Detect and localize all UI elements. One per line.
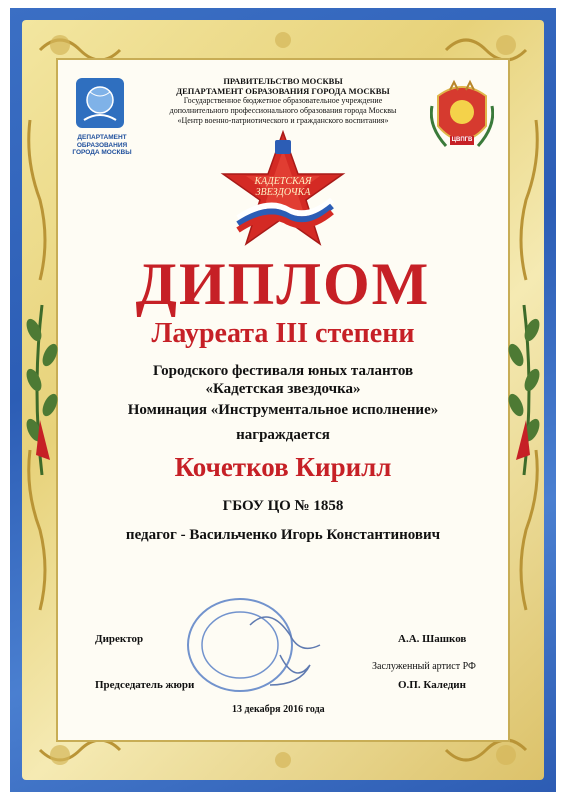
director-title: Директор — [95, 633, 144, 645]
laureate-degree: Лауреата III степени — [151, 318, 415, 349]
school-line: ГБОУ ЦО № 1858 — [222, 498, 344, 514]
teacher-line: педагог - Васильченко Игорь Константинович — [125, 527, 441, 543]
red-star-emblem — [220, 130, 346, 250]
award-date: 13 декабря 2016 года — [232, 704, 325, 715]
header-line-1: ПРАВИТЕЛЬСТВО МОСКВЫ — [223, 76, 343, 86]
logo-text-3: ГОРОДА МОСКВЫ — [72, 149, 132, 156]
festival-line-1: Городского фестиваля юных талантов — [152, 363, 414, 379]
jury-role: Заслуженный артист РФ — [372, 661, 476, 672]
header-line-2: ДЕПАРТАМЕНТ ОБРАЗОВАНИЯ ГОРОДА МОСКВЫ — [176, 86, 390, 96]
awarded-line: награждается — [236, 427, 330, 443]
recipient-name: Кочетков Кирилл — [174, 452, 392, 482]
star-text-2: ЗВЕЗДОЧКА — [255, 187, 311, 198]
page-title: ДИПЛОМ — [135, 251, 431, 317]
emblem-text: ЦВПГВ — [451, 137, 473, 143]
jury-name: О.П. Каледин — [398, 679, 466, 691]
stamp-seal-icon — [180, 585, 330, 695]
jury-title: Председатель жюри — [95, 679, 195, 691]
director-name: А.А. Шашков — [398, 633, 467, 645]
logo-text-1: ДЕПАРТАМЕНТ — [77, 134, 127, 141]
header-line-5: «Центр военно-патриотического и гражданского воспитания» — [177, 116, 389, 125]
logo-text-2: ОБРАЗОВАНИЯ — [76, 141, 128, 149]
header-line-4: дополнительного профессионального образования города Москвы — [169, 106, 397, 115]
star-text-1: КАДЕТСКАЯ — [254, 176, 312, 187]
header-line-3: Государственное бюджетное образовательное учреждение — [183, 96, 383, 105]
nomination-line: Номинация «Инструментальное исполнение» — [127, 402, 439, 418]
festival-line-2: «Кадетская звездочка» — [205, 381, 361, 397]
